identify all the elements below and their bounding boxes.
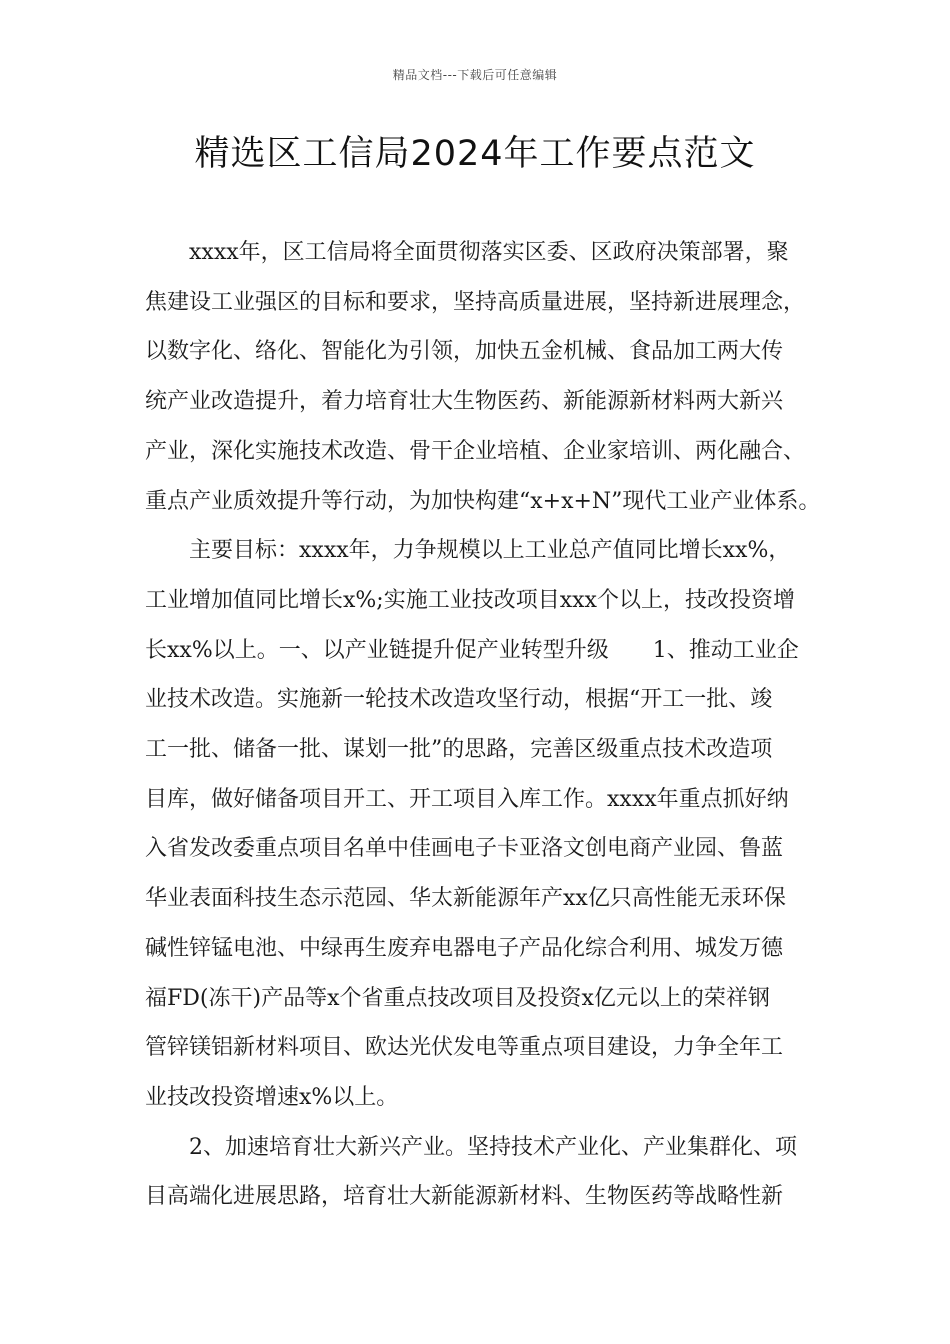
text-line: 2、加速培育壮大新兴产业。坚持技术产业化、产业集群化、项	[189, 1134, 797, 1160]
text-line: 业技改投资增速x%以上。	[145, 1084, 399, 1110]
text-line: 福FD(冻干)产品等x个省重点技改项目及投资x亿元以上的荣祥钢	[145, 985, 770, 1011]
header-note: 精品文档---下载后可任意编辑	[392, 68, 558, 82]
text-line: 统产业改造提升，着力培育壮大生物医药、新能源新材料两大新兴	[145, 389, 784, 415]
text-line: 华业表面科技生态示范园、华太新能源年产xx亿只高性能无汞环保	[145, 886, 786, 912]
text-line: 重点产业质效提升等行动，为加快构建“x+x+N”现代工业产业体系。	[145, 488, 821, 514]
document-title: 精选区工信局2024年工作要点范文	[194, 134, 756, 174]
text-line: 业技术改造。实施新一轮技术改造攻坚行动，根据“开工一批、竣	[145, 687, 773, 713]
text-line: 产业，深化实施技术改造、骨干企业培植、企业家培训、两化融合、	[145, 438, 806, 464]
paragraph-intro	[145, 228, 825, 526]
text-line: 以数字化、络化、智能化为引领，加快五金机械、食品加工两大传	[145, 339, 784, 365]
text-line: 工一批、储备一批、谋划一批”的思路，完善区级重点技术改造项	[145, 737, 773, 763]
paragraph-goals	[145, 526, 825, 1122]
text-line: 主要目标：xxxx年，力争规模以上工业总产值同比增长xx%，	[189, 538, 791, 564]
text-line: 焦建设工业强区的目标和要求，坚持高质量进展，坚持新进展理念，	[145, 289, 806, 315]
text-line: 管锌镁铝新材料项目、欧达光伏发电等重点项目建设，力争全年工	[145, 1035, 784, 1061]
text-line: 碱性锌锰电池、中绿再生废弃电器电子产品化综合利用、城发万德	[145, 935, 784, 961]
text-line: 长xx%以上。一、以产业链提升促产业转型升级 1、推动工业企	[145, 637, 799, 663]
text-line: 入省发改委重点项目名单中佳画电子卡亚洛文创电商产业园、鲁蓝	[145, 836, 784, 862]
text-line: 工业增加值同比增长x%;实施工业技改项目xxx个以上，技改投资增	[145, 587, 795, 613]
document-body	[145, 228, 825, 1222]
text-line: 目高端化进展思路，培育壮大新能源新材料、生物医药等战略性新	[145, 1184, 784, 1210]
text-line: 目库，做好储备项目开工、开工项目入库工作。xxxx年重点抓好纳	[145, 786, 789, 812]
paragraph-emerging-industries	[145, 1123, 825, 1222]
text-line: xxxx年，区工信局将全面贯彻落实区委、区政府决策部署，聚	[189, 240, 789, 265]
